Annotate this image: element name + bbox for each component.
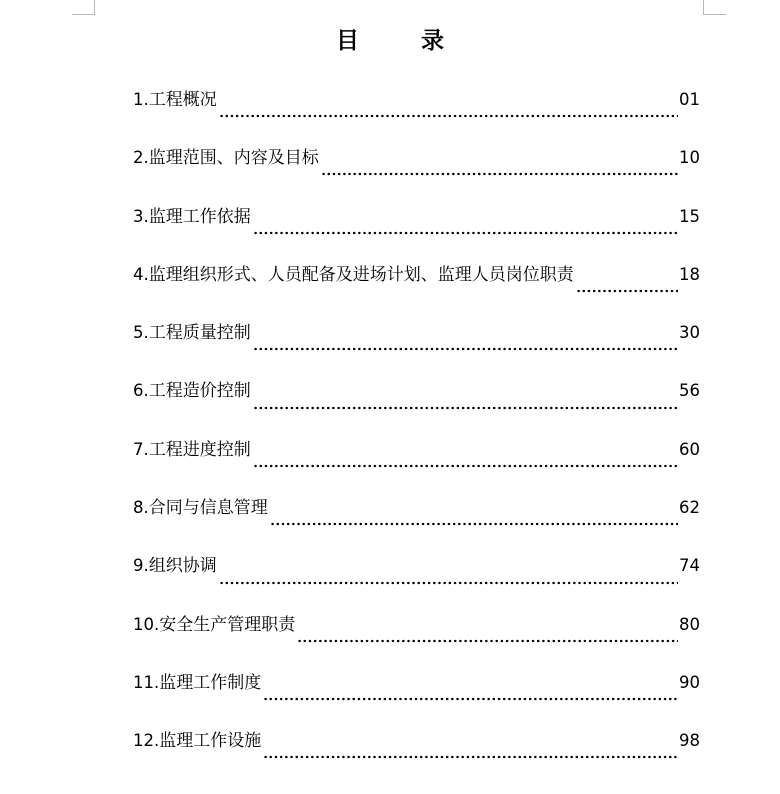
toc-entry-title: 工程进度控制 — [148, 439, 251, 460]
toc-dot-leader — [270, 522, 678, 526]
toc-entry-title: 监理工作制度 — [159, 672, 262, 693]
toc-dot-leader — [219, 114, 678, 118]
toc-dot-leader — [253, 347, 678, 351]
toc-entry-title: 监理工作设施 — [159, 731, 262, 752]
toc-entry-page: 80 — [679, 614, 700, 634]
toc-entry-number: 11. — [133, 672, 160, 692]
toc-title: 目录 — [336, 27, 506, 54]
toc-entry[interactable] — [133, 494, 700, 552]
toc-entry-title: 组织协调 — [148, 556, 217, 577]
toc-entry-page: 56 — [679, 381, 700, 401]
toc-entry-page: 90 — [679, 672, 700, 692]
toc-dot-leader — [263, 697, 678, 701]
toc-entry-number: 5. — [133, 323, 149, 343]
toc-entry[interactable] — [133, 727, 700, 785]
toc-dot-leader — [297, 639, 678, 643]
toc-entry-number: 8. — [133, 498, 149, 518]
toc-dot-leader — [576, 289, 678, 293]
toc-entry-page: 15 — [679, 206, 700, 226]
toc-entry-page: 60 — [679, 439, 700, 459]
toc-dot-leader — [321, 172, 678, 176]
toc-entry-title: 监理工作依据 — [148, 206, 251, 227]
toc-entry-number: 6. — [133, 381, 149, 401]
toc-entry-number: 9. — [133, 556, 149, 576]
toc-dot-leader — [263, 755, 678, 759]
page-corner-mark-top-left — [72, 0, 95, 15]
toc-entry-number: 7. — [133, 439, 149, 459]
toc-entry-number: 3. — [133, 206, 149, 226]
toc-entry-title: 监理范围、内容及目标 — [148, 148, 319, 169]
toc-entry[interactable] — [133, 377, 700, 435]
toc-dot-leader — [253, 406, 678, 410]
toc-entry-title: 工程造价控制 — [148, 381, 251, 402]
toc-entry-page: 62 — [679, 498, 700, 518]
toc-entry-page: 01 — [679, 90, 700, 109]
toc-entry-number: 2. — [133, 148, 149, 168]
table-of-contents — [133, 86, 700, 786]
toc-entry-page: 74 — [679, 556, 700, 576]
toc-entry-page: 18 — [679, 264, 700, 284]
toc-entry[interactable] — [133, 552, 700, 610]
toc-entry-title: 工程概况 — [148, 90, 217, 110]
toc-entry[interactable] — [133, 203, 700, 261]
toc-entry-page: 10 — [679, 148, 700, 168]
toc-dot-leader — [253, 231, 678, 235]
toc-entry[interactable] — [133, 611, 700, 669]
toc-entry[interactable] — [133, 669, 700, 727]
toc-entry-page: 30 — [679, 323, 700, 343]
toc-entry-title: 合同与信息管理 — [148, 498, 268, 519]
toc-entry[interactable] — [133, 436, 700, 494]
toc-dot-leader — [253, 464, 678, 468]
toc-entry-number: 10. — [133, 614, 160, 634]
toc-entry-number: 12. — [133, 731, 160, 751]
page-corner-mark-top-right — [703, 0, 726, 15]
toc-entry-title: 工程质量控制 — [148, 323, 251, 344]
toc-entry-title: 监理组织形式、人员配备及进场计划、监理人员岗位职责 — [148, 264, 574, 285]
toc-entry-number: 4. — [133, 264, 149, 284]
toc-dot-leader — [219, 581, 678, 585]
toc-entry-page: 98 — [679, 731, 700, 751]
toc-entry-title: 安全生产管理职责 — [159, 614, 296, 635]
toc-entry[interactable] — [133, 261, 700, 319]
toc-entry[interactable] — [133, 144, 700, 202]
toc-entry[interactable] — [133, 86, 700, 144]
toc-entry-number: 1. — [133, 90, 149, 109]
toc-entry[interactable] — [133, 319, 700, 377]
